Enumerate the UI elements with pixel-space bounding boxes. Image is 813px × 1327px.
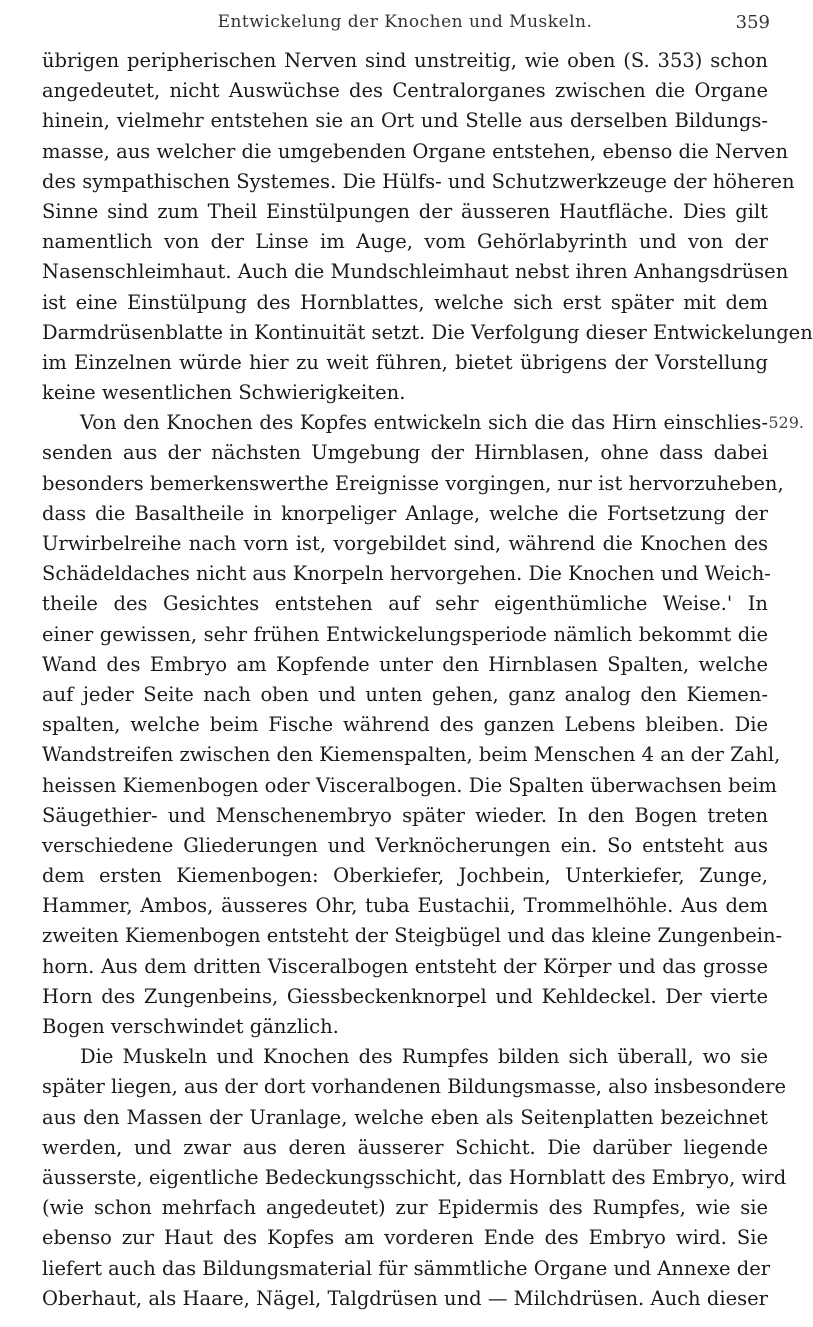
text-line: Nasenschleimhaut. Auch die Mundschleimhaut nebst ihren Anhangsdrüsen: [42, 260, 789, 284]
text-line: Oberhaut, als Haare, Nägel, Talgdrüsen und — Milchdrüsen. Auch dieser: [42, 1286, 768, 1310]
text-line: Von den Knochen des Kopfes entwickeln sich die das Hirn einschlies-: [80, 411, 768, 435]
text-line: auf jeder Seite nach oben und unten gehen, ganz analog den Kiemen-: [42, 682, 768, 706]
text-line: Säugethier- und Menschenembryo später wieder. In den Bogen treten: [42, 803, 768, 827]
text-line: verschiedene Gliederungen und Verknöcherungen ein. So entsteht aus: [42, 833, 768, 857]
text-line: theile des Gesichtes entstehen auf sehr eigenthümliche Weise.' In: [42, 592, 768, 616]
text-line: Schädeldaches nicht aus Knorpeln hervorgehen. Die Knochen und Weich-: [42, 562, 771, 586]
paragraph-start-line: Die Muskeln und Knochen des Rumpfes bilden sich überall, wo sie: [80, 1045, 768, 1069]
text-line: Darmdrüsenblatte in Kontinuität setzt. Die Verfolgung dieser Entwickelungen: [42, 320, 813, 344]
body-text: [42, 46, 813, 1314]
text-line: im Einzelnen würde hier zu weit führen, bietet übrigens der Vorstellung: [42, 350, 768, 374]
text-line: aus den Massen der Uranlage, welche eben als Seitenplatten bezeichnet: [42, 1105, 768, 1129]
text-line: zweiten Kiemenbogen entsteht der Steigbügel und das kleine Zungenbein-: [42, 924, 783, 948]
running-title: Entwickelung der Knochen und Muskeln.: [217, 12, 593, 32]
text-line: äusserste, eigentliche Bedeckungsschicht, das Hornblatt des Embryo, wird: [42, 1165, 787, 1189]
text-line: werden, und zwar aus deren äusserer Schicht. Die darüber liegende: [42, 1135, 768, 1159]
text-line: ist eine Einstülpung des Hornblattes, welche sich erst später mit dem: [42, 290, 768, 314]
text-line: ebenso zur Haut des Kopfes am vorderen Ende des Embryo wird. Sie: [42, 1226, 768, 1250]
text-line: (wie schon mehrfach angedeutet) zur Epidermis des Rumpfes, wie sie: [42, 1196, 768, 1220]
text-line: heissen Kiemenbogen oder Visceralbogen. Die Spalten überwachsen beim: [42, 773, 777, 797]
paragraph-start-line: [42, 408, 804, 438]
text-line: Wand des Embryo am Kopfende unter den Hirnblasen Spalten, welche: [42, 652, 768, 676]
text-line: keine wesentlichen Schwierigkeiten.: [42, 381, 406, 405]
text-line: spalten, welche beim Fische während des ganzen Lebens bleiben. Die: [42, 713, 768, 737]
text-line: später liegen, aus der dort vorhandenen Bildungsmasse, also insbesondere: [42, 1075, 786, 1099]
margin-note: 529.: [768, 413, 804, 433]
text-line: masse, aus welcher die umgebenden Organe entstehen, ebenso die Nerven: [42, 139, 789, 163]
text-line: übrigen peripherischen Nerven sind unstreitig, wie oben (S. 353) schon: [42, 49, 768, 72]
running-header: [40, 12, 770, 40]
text-line: senden aus der nächsten Umgebung der Hirnblasen, ohne dass dabei: [42, 441, 768, 465]
text-line: Urwirbelreihe nach vorn ist, vorgebildet sind, während die Knochen des: [42, 532, 768, 555]
page-number: 359: [735, 12, 770, 33]
text-line: einer gewissen, sehr frühen Entwickelungsperiode nämlich bekommt die: [42, 622, 768, 646]
text-line: Sinne sind zum Theil Einstülpungen der äusseren Hautfläche. Dies gilt: [42, 199, 768, 223]
text-line: dass die Basaltheile in knorpeliger Anlage, welche die Fortsetzung der: [42, 501, 768, 525]
text-line: Bogen verschwindet gänzlich.: [42, 1015, 339, 1038]
text-line: angedeutet, nicht Auswüchse des Centralorganes zwischen die Organe: [42, 79, 768, 103]
text-line: Wandstreifen zwischen den Kiemenspalten, beim Menschen 4 an der Zahl,: [42, 743, 781, 767]
text-line: hinein, vielmehr entstehen sie an Ort und Stelle aus derselben Bildungs-: [42, 109, 768, 133]
text-line: Horn des Zungenbeins, Giessbeckenknorpel und Kehldeckel. Der vierte: [42, 984, 768, 1008]
text-line: des sympathischen Systemes. Die Hülfs- und Schutzwerkzeuge der höheren: [42, 169, 795, 193]
text-line: dem ersten Kiemenbogen: Oberkiefer, Jochbein, Unterkiefer, Zunge,: [42, 864, 768, 888]
text-line: besonders bemerkenswerthe Ereignisse vorgingen, nur ist hervorzuheben,: [42, 471, 784, 495]
text-line: liefert auch das Bildungsmaterial für sämmtliche Organe und Annexe der: [42, 1256, 771, 1280]
text-line: horn. Aus dem dritten Visceralbogen entsteht der Körper und das grosse: [42, 954, 768, 978]
text-line: Hammer, Ambos, äusseres Ohr, tuba Eustachii, Trommelhöhle. Aus dem: [42, 894, 768, 918]
text-line: namentlich von der Linse im Auge, vom Gehörlabyrinth und von der: [42, 230, 768, 254]
